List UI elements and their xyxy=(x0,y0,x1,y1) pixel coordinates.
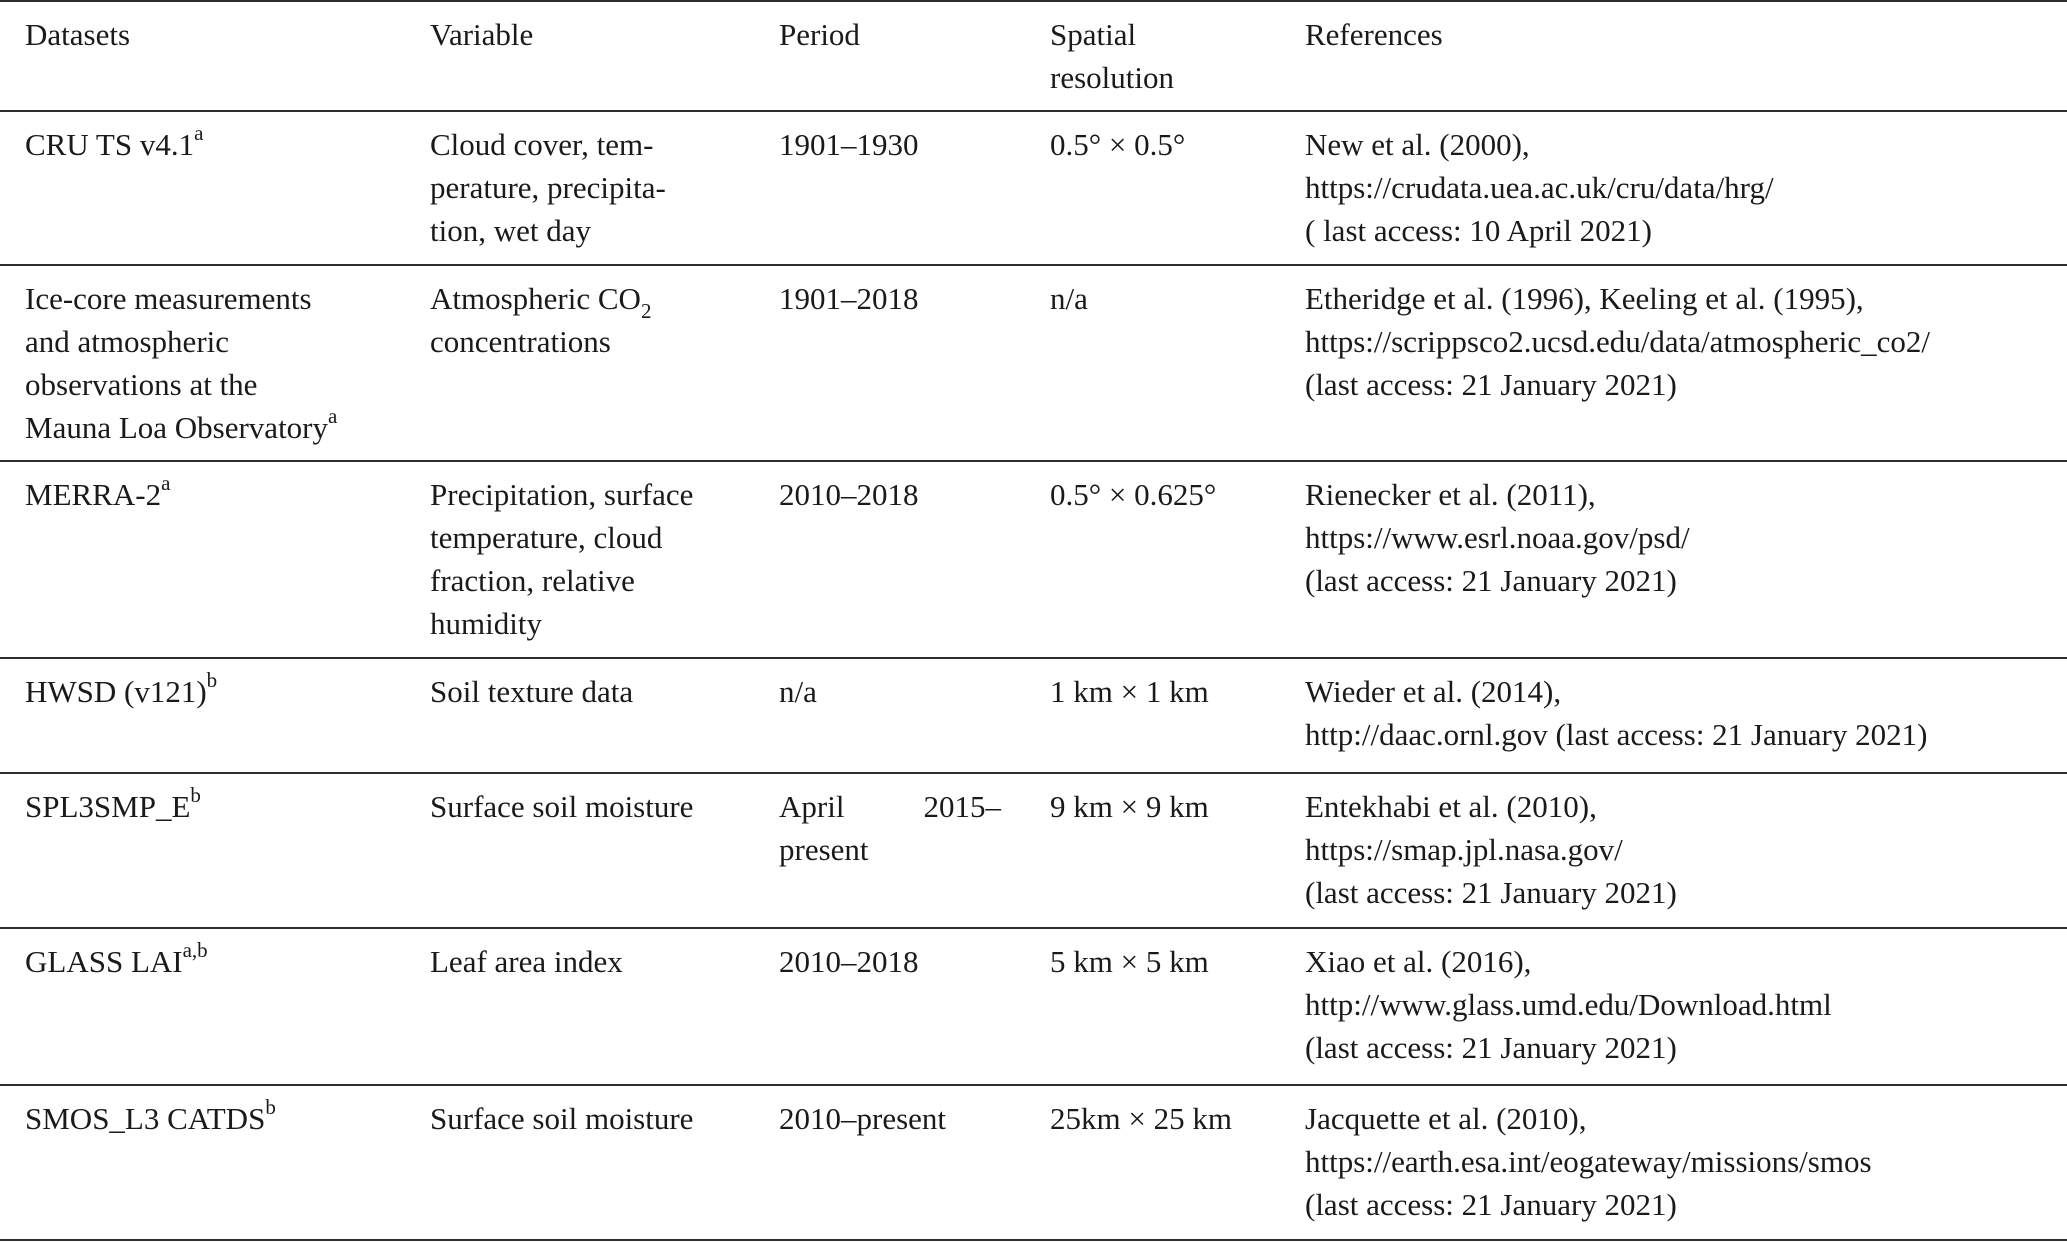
header-references: References xyxy=(1305,17,1443,52)
dataset-cell xyxy=(25,667,218,713)
spatial-cell: 0.5° × 0.5° xyxy=(1050,127,1186,162)
row-divider xyxy=(0,1084,2067,1086)
dataset-name: CRU TS v4.1 xyxy=(25,127,195,162)
subscript: 2 xyxy=(640,299,652,324)
header-period: Period xyxy=(779,17,860,52)
reference-link[interactable]: https://earth.esa.int/eogateway/missions/smos xyxy=(1305,1144,1872,1179)
reference-link[interactable]: https://www.esrl.noaa.gov/psd/ xyxy=(1305,520,1690,555)
period-cell: 2010–2018 xyxy=(779,477,919,512)
footnote-mark: a xyxy=(328,403,338,428)
reference-cell xyxy=(1305,123,1774,252)
dataset-line: and atmospheric xyxy=(25,324,230,359)
period-word: 2015– xyxy=(923,789,1001,824)
period-cell: 2010–present xyxy=(779,1101,947,1136)
spatial-cell: 9 km × 9 km xyxy=(1050,789,1209,824)
reference-cell xyxy=(1305,473,1690,602)
variable-line: concentrations xyxy=(430,324,611,359)
dataset-cell xyxy=(25,1094,276,1140)
variable-line: fraction, relative xyxy=(430,563,635,598)
dataset-name: MERRA-2 xyxy=(25,477,162,512)
spatial-cell: 1 km × 1 km xyxy=(1050,674,1209,709)
dataset-line: Mauna Loa Observatory xyxy=(25,410,329,445)
spatial-cell: 0.5° × 0.625° xyxy=(1050,477,1217,512)
variable-cell: Soil texture data xyxy=(430,674,634,709)
dataset-name: GLASS LAI xyxy=(25,944,183,979)
dataset-cell xyxy=(25,120,204,166)
spatial-cell: 25km × 25 km xyxy=(1050,1101,1232,1136)
dataset-cell xyxy=(25,470,171,516)
footnote-mark: b xyxy=(265,1094,276,1119)
reference-line: ( last access: 10 April 2021) xyxy=(1305,213,1652,248)
reference-cell xyxy=(1305,277,1930,406)
spatial-cell: 5 km × 5 km xyxy=(1050,944,1209,979)
table-top-rule xyxy=(0,0,2067,2)
period-word: April xyxy=(779,789,845,824)
variable-line-with-subscript xyxy=(430,277,652,324)
reference-line: Jacquette et al. (2010), xyxy=(1305,1101,1587,1136)
variable-line: tion, wet day xyxy=(430,213,591,248)
reference-cell xyxy=(1305,940,1832,1069)
period-line: present xyxy=(779,832,869,867)
reference-line: (last access: 21 January 2021) xyxy=(1305,1030,1677,1065)
dataset-name: HWSD (v121) xyxy=(25,674,207,709)
reference-cell xyxy=(1305,1097,1872,1226)
footnote-mark: a,b xyxy=(182,937,208,962)
header-rule xyxy=(0,110,2067,112)
reference-cell xyxy=(1305,785,1677,914)
reference-cell xyxy=(1305,670,1927,756)
dataset-cell xyxy=(25,782,201,828)
table-bottom-rule xyxy=(0,1239,2067,1241)
variable-line: perature, precipita- xyxy=(430,170,666,205)
row-divider xyxy=(0,772,2067,774)
row-divider xyxy=(0,927,2067,929)
footnote-mark: a xyxy=(194,120,204,145)
row-divider xyxy=(0,264,2067,266)
variable-cell xyxy=(430,277,651,363)
period-cell: 1901–2018 xyxy=(779,281,919,316)
variable-line: Precipitation, surface xyxy=(430,477,694,512)
period-cell xyxy=(779,785,1001,871)
footnote-mark: b xyxy=(206,667,218,692)
footnote-mark: a xyxy=(161,470,171,495)
reference-line: (last access: 21 January 2021) xyxy=(1305,1187,1677,1222)
dataset-line-with-footnote xyxy=(25,403,338,449)
header-spatial-line: resolution xyxy=(1050,60,1174,95)
dataset-cell xyxy=(25,937,208,983)
dataset-name: SPL3SMP_E xyxy=(25,789,191,824)
row-divider xyxy=(0,460,2067,462)
variable-line: Atmospheric CO xyxy=(430,281,641,316)
header-datasets: Datasets xyxy=(25,17,131,52)
reference-link[interactable]: https://smap.jpl.nasa.gov/ xyxy=(1305,832,1623,867)
header-variable: Variable xyxy=(430,17,534,52)
header-spatial-line: Spatial xyxy=(1050,17,1137,52)
variable-line: Cloud cover, tem- xyxy=(430,127,654,162)
dataset-cell xyxy=(25,277,337,449)
header-spatial-resolution xyxy=(1050,13,1174,99)
reference-line: Xiao et al. (2016), xyxy=(1305,944,1532,979)
reference-line: New et al. (2000), xyxy=(1305,127,1530,162)
reference-line: (last access: 21 January 2021) xyxy=(1305,875,1677,910)
reference-link[interactable]: https://crudata.uea.ac.uk/cru/data/hrg/ xyxy=(1305,170,1774,205)
variable-cell: Surface soil moisture xyxy=(430,1101,694,1136)
footnote-mark: b xyxy=(190,782,201,807)
variable-cell: Surface soil moisture xyxy=(430,789,694,824)
period-cell: n/a xyxy=(779,674,817,709)
reference-line: Rienecker et al. (2011), xyxy=(1305,477,1596,512)
variable-cell xyxy=(430,473,693,645)
reference-line: Entekhabi et al. (2010), xyxy=(1305,789,1597,824)
reference-line: (last access: 21 January 2021) xyxy=(1305,563,1677,598)
reference-link[interactable]: http://daac.ornl.gov (last access: 21 January 2021) xyxy=(1305,717,1928,752)
period-cell: 2010–2018 xyxy=(779,944,919,979)
reference-link[interactable]: https://scrippsco2.ucsd.edu/data/atmospheric_co2/ xyxy=(1305,324,1931,359)
row-divider xyxy=(0,657,2067,659)
reference-line: Wieder et al. (2014), xyxy=(1305,674,1562,709)
dataset-line: observations at the xyxy=(25,367,258,402)
dataset-line: Ice-core measurements xyxy=(25,281,312,316)
reference-line: (last access: 21 January 2021) xyxy=(1305,367,1677,402)
period-cell: 1901–1930 xyxy=(779,127,919,162)
reference-line: Etheridge et al. (1996), Keeling et al. (1995), xyxy=(1305,281,1864,316)
reference-link[interactable]: http://www.glass.umd.edu/Download.html xyxy=(1305,987,1832,1022)
variable-cell xyxy=(430,123,666,252)
period-line xyxy=(779,785,1001,828)
spatial-cell: n/a xyxy=(1050,281,1088,316)
dataset-name: SMOS_L3 CATDS xyxy=(25,1101,266,1136)
variable-line: humidity xyxy=(430,606,542,641)
variable-cell: Leaf area index xyxy=(430,944,623,979)
variable-line: temperature, cloud xyxy=(430,520,663,555)
